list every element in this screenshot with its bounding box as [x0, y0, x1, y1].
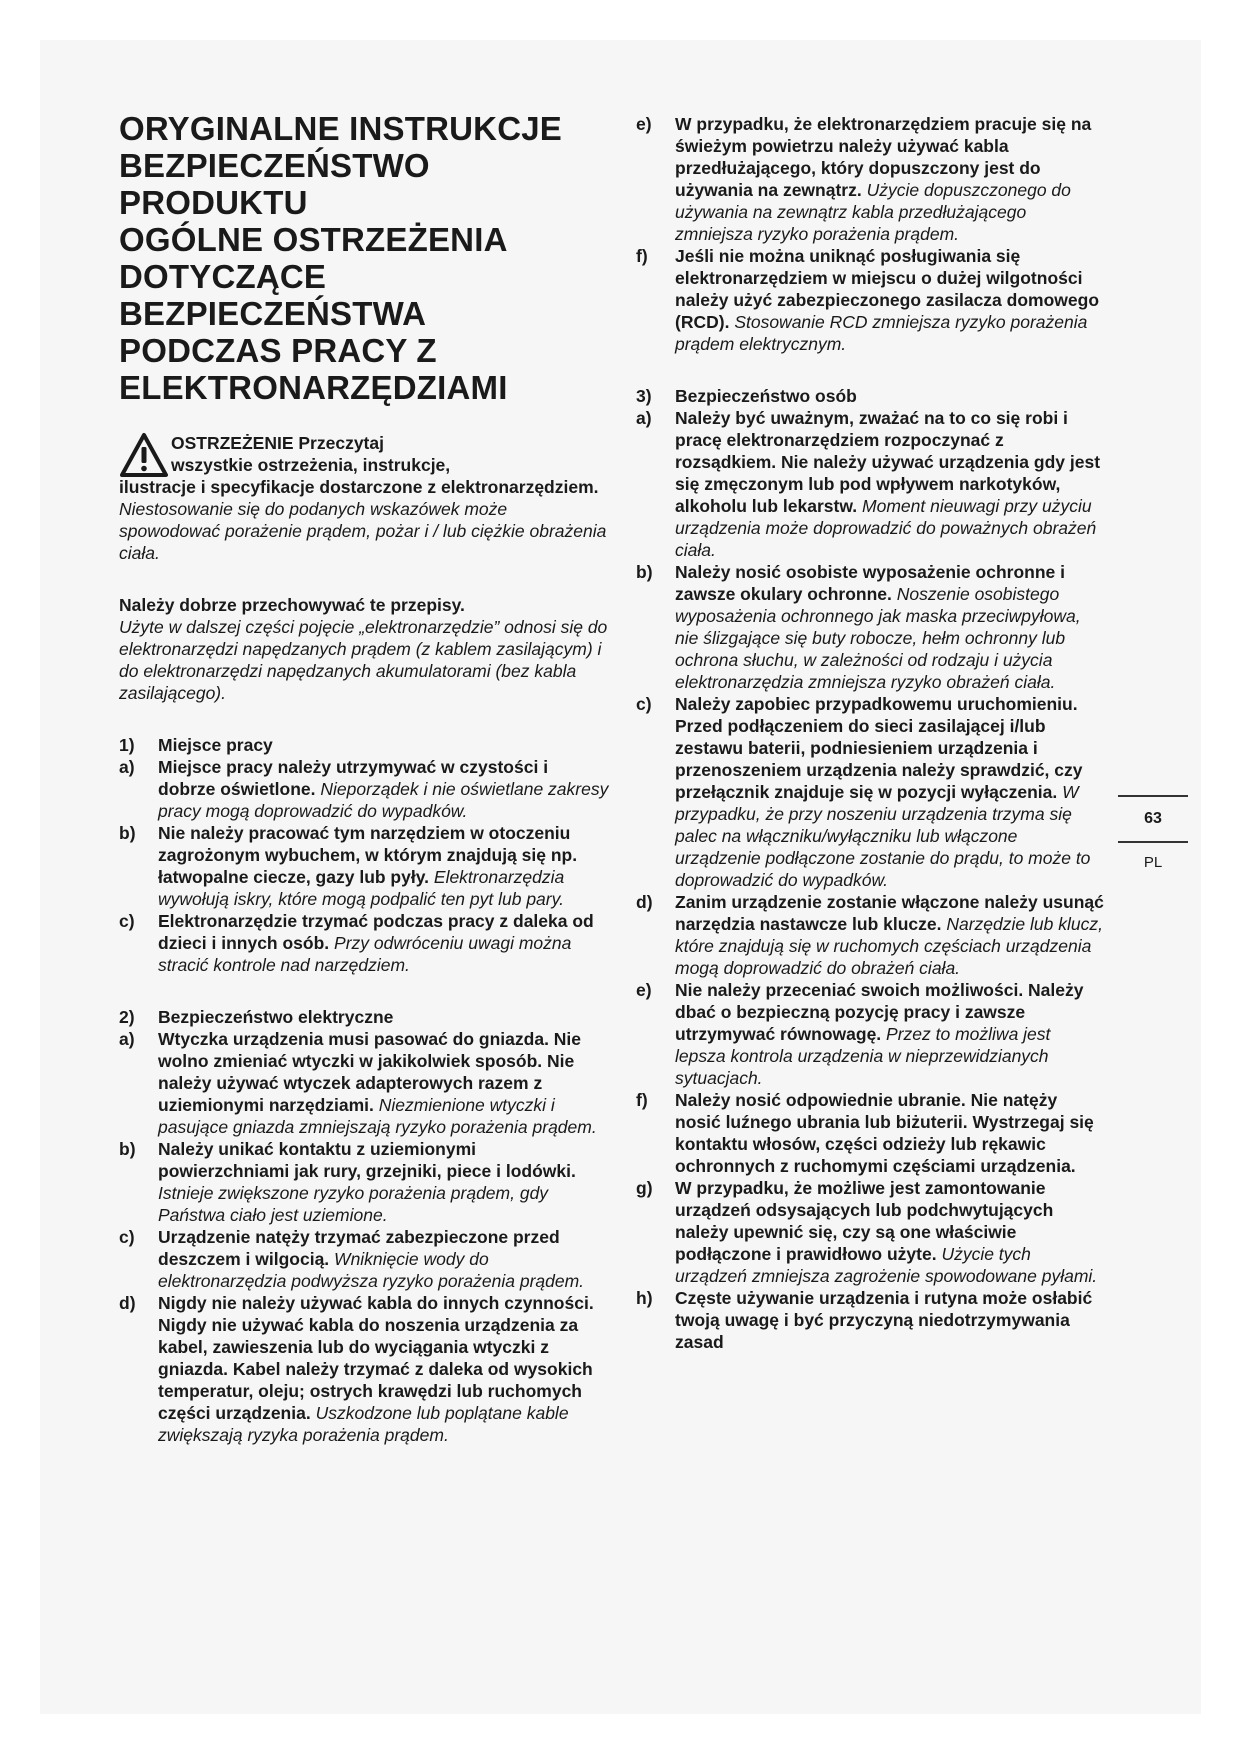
page-marker [1118, 795, 1188, 883]
title-line: ORYGINALNE INSTRUKCJE [119, 110, 563, 147]
item-italic: Niezmienione wtyczki i pasujące gniazda zmniejszają ryzyko porażenia prądem. [158, 1095, 597, 1137]
item-bold: Nie należy przeceniać swoich możliwości. Należy dbać o bezpieczną pozycję pracy i zawsze utrzymywać równowagę. [675, 980, 1084, 1044]
list-item [119, 910, 609, 976]
section-personal-safety [636, 385, 1104, 1353]
warning-heading: OSTRZEŻENIE Przeczytaj [171, 433, 384, 453]
section-number: 2) [119, 1007, 135, 1027]
item-italic: Wniknięcie wody do elektronarzędzia podwyższa ryzyko porażenia prądem. [158, 1249, 585, 1291]
item-bold: Należy nosić osobiste wyposażenie ochronne i zawsze okulary ochronne. [675, 562, 1065, 604]
list-item [636, 693, 1104, 891]
language-code: PL [1143, 854, 1163, 871]
item-label: h) [636, 1288, 653, 1308]
item-bold: Elektronarzędzie trzymać podczas pracy z daleka od dzieci i innych osób. [158, 911, 594, 953]
item-italic: Nieporządek i nie oświetlane zakresy pracy mogą doprowadzić do wypadków. [158, 779, 609, 821]
item-label: b) [119, 823, 136, 843]
section-work-area [119, 734, 609, 976]
list-item [636, 407, 1104, 561]
item-bold: Należy być uważnym, zważać na to co się robi i pracę elektronarzędziem rozpoczynać z rozsądkiem. Nie należy używać urządzenia gdy jest się zmęczonym lub pod wpływem narkotyków, alkoholu lub lekarstw. [675, 408, 1101, 516]
page-number: 63 [1144, 810, 1162, 827]
item-italic: Przy odwróceniu uwagi można stracić kontrole nad narzędziem. [158, 933, 572, 975]
list-item [119, 1226, 609, 1292]
title-line: ELEKTRONARZĘDZIAMI [119, 369, 508, 406]
right-column [636, 113, 1104, 1353]
warning-italic-text: Niestosowanie się do podanych wskazówek może spowodować porażenie prądem, pożar i / lub ciężkie obrażenia ciała. [119, 499, 607, 563]
item-label: a) [119, 1029, 135, 1049]
item-bold: Wtyczka urządzenia musi pasować do gniazda. Nie wolno zmieniać wtyczki w jakikolwiek sposób. Nie należy używać wtyczek adapterowych razem z uziemionymi narzędziami. [158, 1029, 582, 1115]
item-label: f) [636, 1090, 648, 1110]
list-item [119, 756, 609, 822]
warning-text: wszystkie ostrzeżenia, instrukcje, [171, 455, 451, 475]
list-item [119, 822, 609, 910]
list-item [636, 1089, 1104, 1177]
item-bold: Należy unikać kontaktu z uziemionymi powierzchniami jak rury, grzejniki, piece i lodówki. [158, 1139, 576, 1181]
item-label: d) [119, 1293, 136, 1313]
item-label: b) [119, 1139, 136, 1159]
list-item [636, 245, 1104, 355]
item-label: e) [636, 114, 652, 134]
list-item [636, 113, 1104, 245]
list-item [636, 891, 1104, 979]
item-label: g) [636, 1178, 653, 1198]
item-bold: Należy nosić odpowiednie ubranie. Nie natęży nosić luźnego ubrania lub biżuterii. Wystrzegaj się kontaktu włosów, części odzieży lub rękawic ochronnych z ruchomymi częściami urządzenia. [675, 1090, 1094, 1176]
section-heading [119, 734, 609, 756]
item-label: a) [636, 408, 652, 428]
keep-instructions [119, 594, 609, 704]
title-line: BEZPIECZEŃSTWO [119, 147, 430, 184]
item-label: a) [119, 757, 135, 777]
item-bold: Urządzenie natęży trzymać zabezpieczone przed deszczem i wilgocią. [158, 1227, 560, 1269]
keep-text: Użyte w dalszej części pojęcie „elektronarzędzie” odnosi się do elektronarzędzi napędzanych prądem (z kablem zasilającym) i do elektronarzędzi napędzanych akumulatorami (bez kabla zasilającego). [119, 617, 608, 703]
item-italic: W przypadku, że przy noszeniu urządzenia trzyma się palec na włączniku/wyłączniku lub włączone urządzenie podłączone zostanie do prądu, to może to doprowadzić do wypadków. [675, 782, 1091, 890]
list-item [636, 1177, 1104, 1287]
title-line: PODCZAS PRACY Z [119, 332, 437, 369]
title-line: BEZPIECZEŃSTWA [119, 295, 427, 332]
item-label: f) [636, 246, 648, 266]
item-italic: Stosowanie RCD zmniejsza ryzyko porażenia prądem elektrycznym. [675, 312, 1088, 354]
left-column [119, 110, 609, 1446]
item-bold: Miejsce pracy należy utrzymywać w czystości i dobrze oświetlone. [158, 757, 549, 799]
item-italic: Narzędzie lub klucz, które znajdują się w ruchomych częściach urządzenia mogą doprowadzić do obrażeń ciała. [675, 914, 1103, 978]
item-label: c) [119, 911, 135, 931]
list-item [636, 1287, 1104, 1353]
item-bold: Nie należy pracować tym narzędziem w otoczeniu zagrożonym wybuchem, w którym znajdują się np. łatwopalne ciecze, gazy lub pyły. [158, 823, 578, 887]
item-bold: Częste używanie urządzenia i rutyna może osłabić twoją uwagę i być przyczyną niedotrzymywania zasad [675, 1288, 1093, 1352]
warning-bold-text: ilustracje i specyfikacje dostarczone z elektronarzędziem. [119, 477, 599, 497]
warning-block [119, 432, 609, 564]
item-bold: Nigdy nie należy używać kabla do innych czynności. Nigdy nie używać kabla do noszenia urządzenia za kabel, zawieszenia lub do wyciągania wtyczki z gniazda. Kabel należy trzymać z daleka od wysokich temperatur, oleju; ostrych krawędzi lub ruchomych części urządzenia. [158, 1293, 594, 1423]
item-bold: W przypadku, że możliwe jest zamontowanie urządzeń odsysających lub podchwytujących należy upewnić się, czy są one właściwie podłączone i prawidłowo użyte. [675, 1178, 1054, 1264]
keep-heading: Należy dobrze przechowywać te przepisy. [119, 595, 465, 615]
list-item [636, 979, 1104, 1089]
document-title [119, 110, 609, 406]
section-title: Miejsce pracy [158, 735, 273, 755]
list-item [119, 1292, 609, 1446]
list-item [636, 561, 1104, 693]
item-italic: Użycie dopuszczonego do używania na zewnątrz kabla przedłużającego zmniejsza ryzyko porażenia prądem. [675, 180, 1071, 244]
section-number: 1) [119, 735, 135, 755]
item-label: c) [119, 1227, 135, 1247]
title-line: OGÓLNE OSTRZEŻENIA [119, 221, 508, 258]
section-heading [636, 385, 1104, 407]
item-label: d) [636, 892, 653, 912]
item-bold: Należy zapobiec przypadkowemu uruchomieniu. Przed podłączeniem do sieci zasilającej i/lub zestawu baterii, podniesieniem urządzenia i przenoszeniem urządzenia należy sprawdzić, czy przełącznik znajduje się w pozycji wyłączenia. [675, 694, 1083, 802]
title-line: PRODUKTU [119, 184, 308, 221]
title-line: DOTYCZĄCE [119, 258, 327, 295]
item-bold: Zanim urządzenie zostanie włączone należy usunąć narzędzia nastawcze lub klucze. [675, 892, 1104, 934]
item-label: c) [636, 694, 652, 714]
item-bold: Jeśli nie można uniknąć posługiwania się elektronarzędziem w miejscu o dużej wilgotności należy użyć zabezpieczonego zasilacza domowego (RCD). [675, 246, 1100, 332]
section-number: 3) [636, 386, 652, 406]
item-italic: Istnieje zwiększone ryzyko porażenia prądem, gdy Państwa ciało jest uziemione. [158, 1183, 549, 1225]
item-label: e) [636, 980, 652, 1000]
section-title: Bezpieczeństwo elektryczne [158, 1007, 394, 1027]
item-italic: Przez to możliwa jest lepsza kontrola urządzenia w nieprzewidzianych sytuacjach. [675, 1024, 1051, 1088]
list-item [119, 1138, 609, 1226]
section-electrical-safety [119, 1006, 609, 1446]
list-item [119, 1028, 609, 1138]
warning-triangle-icon [119, 432, 169, 478]
item-label: b) [636, 562, 653, 582]
item-italic: Użycie tych urządzeń zmniejsza zagrożenie spowodowane pyłami. [675, 1244, 1098, 1286]
item-italic: Moment nieuwagi przy użyciu urządzenia może doprowadzić do poważnych obrażeń ciała. [675, 496, 1097, 560]
item-italic: Uszkodzone lub poplątane kable zwiększają ryzyka porażenia prądem. [158, 1403, 569, 1445]
item-italic: Noszenie osobistego wyposażenia ochronnego jak maska przeciwpyłowa, nie ślizgające się buty robocze, hełm ochronny lub ochrona słuchu, w zależności od rodzaju i użycia elektronarzędzia zmniejsza ryzyko obrażeń ciała. [675, 584, 1081, 692]
section-title: Bezpieczeństwo osób [675, 386, 857, 406]
section-heading [119, 1006, 609, 1028]
item-italic: Elektronarzędzia wywołują iskry, które mogą podpalić ten pyt lub pary. [158, 867, 565, 909]
item-bold: W przypadku, że elektronarzędziem pracuje się na świeżym powietrzu należy używać kabla przedłużającego, który dopuszczony jest do używania na zewnątrz. [675, 114, 1092, 200]
